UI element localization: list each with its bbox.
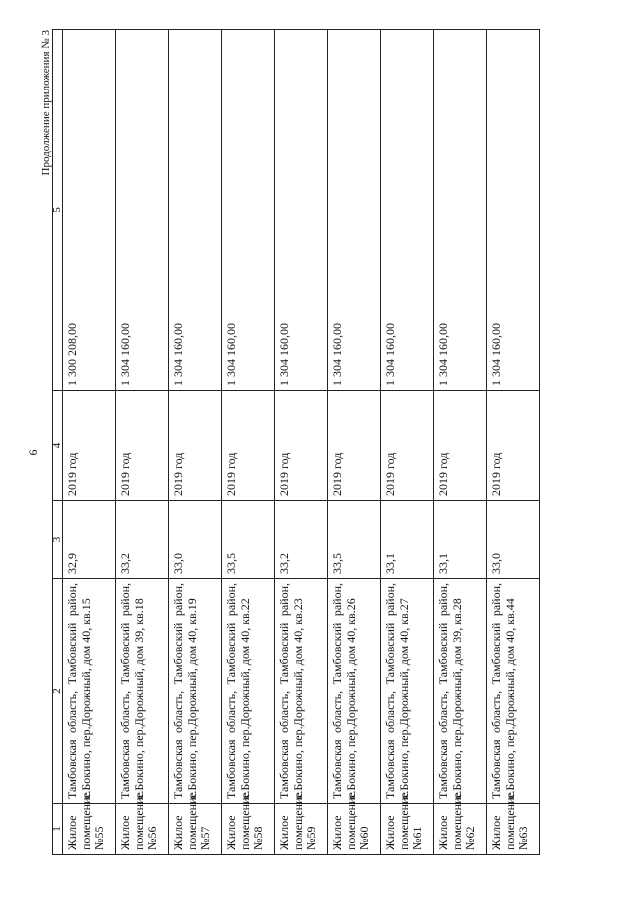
premises-amount: 1 304 160,00 bbox=[275, 30, 328, 391]
premises-address: Тамбовская область, Тамбовский район, с.Бокино, пер.Дорожный, дом 39, кв.28 bbox=[434, 579, 487, 804]
premises-name: Жилое помещение №57 bbox=[169, 804, 222, 855]
premises-area: 33,2 bbox=[116, 501, 169, 579]
table-row bbox=[222, 30, 275, 855]
premises-year: 2019 год bbox=[381, 391, 434, 501]
premises-amount: 1 300 208,00 bbox=[63, 30, 116, 391]
premises-amount: 1 304 160,00 bbox=[328, 30, 381, 391]
property-table bbox=[52, 29, 540, 855]
premises-address: Тамбовская область, Тамбовский район, с.Бокино, пер.Дорожный, дом 39, кв.18 bbox=[116, 579, 169, 804]
premises-name: Жилое помещение №63 bbox=[487, 804, 540, 855]
premises-year: 2019 год bbox=[328, 391, 381, 501]
premises-address: Тамбовская область, Тамбовский район, с.Бокино, пер.Дорожный, дом 40, кв.23 bbox=[275, 579, 328, 804]
premises-name: Жилое помещение №62 bbox=[434, 804, 487, 855]
premises-name: Жилое помещение №55 bbox=[63, 804, 116, 855]
column-number-2: 2 bbox=[53, 579, 63, 804]
premises-name: Жилое помещение №61 bbox=[381, 804, 434, 855]
premises-name: Жилое помещение №60 bbox=[328, 804, 381, 855]
premises-year: 2019 год bbox=[63, 391, 116, 501]
column-number-1: 1 bbox=[53, 804, 63, 855]
premises-area: 33,2 bbox=[275, 501, 328, 579]
premises-area: 33,1 bbox=[381, 501, 434, 579]
table-row bbox=[63, 30, 116, 855]
premises-amount: 1 304 160,00 bbox=[116, 30, 169, 391]
premises-address: Тамбовская область, Тамбовский район, с.Бокино, пер.Дорожный, дом 40, кв.44 bbox=[487, 579, 540, 804]
table-row bbox=[116, 30, 169, 855]
premises-name: Жилое помещение №56 bbox=[116, 804, 169, 855]
column-number-5: 5 bbox=[53, 30, 63, 391]
premises-area: 33,1 bbox=[434, 501, 487, 579]
table-row bbox=[381, 30, 434, 855]
premises-address: Тамбовская область, Тамбовский район, с.Бокино, пер.Дорожный, дом 40, кв.15 bbox=[63, 579, 116, 804]
premises-year: 2019 год bbox=[116, 391, 169, 501]
table-row bbox=[434, 30, 487, 855]
column-number-3: 3 bbox=[53, 501, 63, 579]
table-row bbox=[275, 30, 328, 855]
table-row bbox=[328, 30, 381, 855]
premises-address: Тамбовская область, Тамбовский район, с.Бокино, пер.Дорожный, дом 40, кв.19 bbox=[169, 579, 222, 804]
premises-amount: 1 304 160,00 bbox=[222, 30, 275, 391]
premises-address: Тамбовская область, Тамбовский район, с.Бокино, пер.Дорожный, дом 40, кв.22 bbox=[222, 579, 275, 804]
premises-area: 33,5 bbox=[222, 501, 275, 579]
premises-address: Тамбовская область, Тамбовский район, с.Бокино, пер.Дорожный, дом 40, кв.26 bbox=[328, 579, 381, 804]
premises-amount: 1 304 160,00 bbox=[487, 30, 540, 391]
premises-area: 33,5 bbox=[328, 501, 381, 579]
premises-name: Жилое помещение №58 bbox=[222, 804, 275, 855]
premises-area: 33,0 bbox=[169, 501, 222, 579]
premises-amount: 1 304 160,00 bbox=[434, 30, 487, 391]
premises-name: Жилое помещение №59 bbox=[275, 804, 328, 855]
column-number-4: 4 bbox=[53, 391, 63, 501]
premises-year: 2019 год bbox=[222, 391, 275, 501]
premises-year: 2019 год bbox=[169, 391, 222, 501]
premises-amount: 1 304 160,00 bbox=[169, 30, 222, 391]
premises-year: 2019 год bbox=[487, 391, 540, 501]
continuation-note: Продолжение приложения № 3 bbox=[40, 30, 52, 176]
premises-year: 2019 год bbox=[275, 391, 328, 501]
page-number: 6 bbox=[26, 449, 40, 456]
premises-area: 33,0 bbox=[487, 501, 540, 579]
premises-area: 32,9 bbox=[63, 501, 116, 579]
premises-amount: 1 304 160,00 bbox=[381, 30, 434, 391]
table-row bbox=[487, 30, 540, 855]
table-row bbox=[169, 30, 222, 855]
premises-address: Тамбовская область, Тамбовский район, с.Бокино, пер.Дорожный, дом 40, кв.27 bbox=[381, 579, 434, 804]
premises-year: 2019 год bbox=[434, 391, 487, 501]
column-number-row bbox=[53, 30, 63, 855]
